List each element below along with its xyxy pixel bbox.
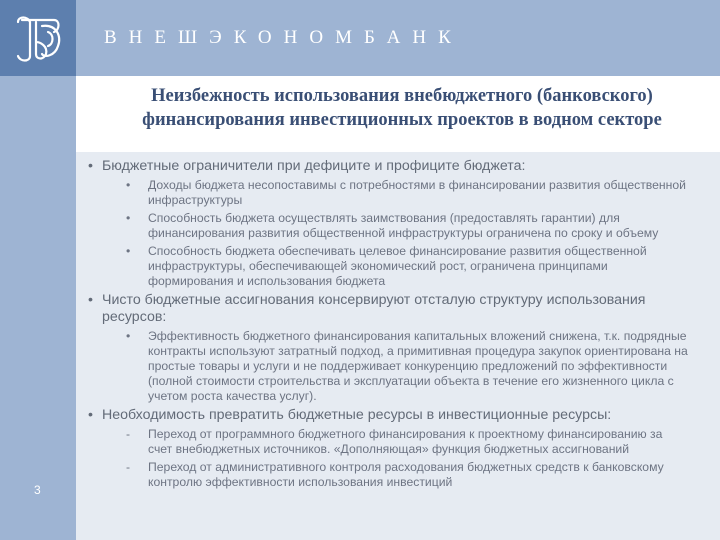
- bullet-text: Бюджетные ограничители при дефиците и профиците бюджета:: [102, 158, 526, 174]
- sub-bullet-list: [102, 329, 688, 404]
- bullet-text: Чисто бюджетные ассигнования консервируют отсталую структуру использования ресурсов:: [102, 292, 646, 325]
- logo-box: [0, 0, 76, 76]
- slide-title-line-1: Неизбежность использования внебюджетного (банковского): [151, 86, 653, 106]
- bullet-text: Необходимость превратить бюджетные ресурсы в инвестиционные ресурсы:: [102, 407, 612, 423]
- sub-bullet-dot-icon: •: [126, 244, 131, 258]
- bullet-item: [88, 158, 688, 289]
- sub-bullet-list: [102, 427, 688, 490]
- sub-bullet-text: Доходы бюджета несопоставимы с потребностями в финансировании развития общественной инфраструктуры: [148, 178, 686, 207]
- sub-bullet-dot-icon: •: [126, 178, 131, 192]
- sub-bullet-list: [102, 178, 688, 289]
- sub-bullet-dot-icon: -: [126, 427, 131, 441]
- bullet-item: [88, 407, 688, 490]
- veb-logo-icon: [8, 8, 68, 68]
- page-number: 3: [34, 483, 41, 497]
- sub-bullet-item: [102, 211, 688, 241]
- bullet-item: [88, 292, 688, 404]
- slide-title: [84, 84, 720, 132]
- sub-bullet-item: [102, 460, 688, 490]
- bullet-dot-icon: •: [88, 292, 93, 308]
- bullet-dot-icon: •: [88, 158, 93, 174]
- sub-bullet-item: [102, 178, 688, 208]
- sub-bullet-item: [102, 329, 688, 404]
- sub-bullet-text: Способность бюджета обеспечивать целевое финансирование развития общественной инфраструктуры, обеспечивающей экономический рост, ограничена принципами формирования и использования бюджета: [148, 244, 647, 288]
- sub-bullet-text: Переход от административного контроля расходования бюджетных средств к банковскому контролю эффективности использования инвестиций: [148, 460, 664, 489]
- sub-bullet-text: Эффективность бюджетного финансирования капитальных вложений снижена, т.к. подрядные контракты используют затратный подход, а примитивная процедура закупок ориентирована на простые товары и услуги и не поддерживает конкуренцию предложений по эффективности (полной стоимости строительства и эксплуатации объекта в течение его жизненного цикла с учетом роста качества услуг).: [148, 329, 688, 403]
- bullet-list: [88, 158, 688, 493]
- sub-bullet-dot-icon: •: [126, 329, 131, 343]
- left-strip: [0, 76, 76, 540]
- bank-name: ВНЕШЭКОНОМБАНК: [104, 27, 463, 48]
- sub-bullet-text: Способность бюджета осуществлять заимствования (предоставлять гарантии) для финансирования развития общественной инфраструктуры ограничена по сроку и объему: [148, 211, 659, 240]
- sub-bullet-item: [102, 427, 688, 457]
- sub-bullet-dot-icon: -: [126, 460, 131, 474]
- slide-title-line-2: финансирования инвестиционных проектов в водном секторе: [142, 110, 662, 130]
- bullet-dot-icon: •: [88, 407, 93, 423]
- sub-bullet-text: Переход от программного бюджетного финансирования к проектному финансированию за счет внебюджетных источников. «Дополняющая» функция бюджетных ассигнований: [148, 427, 663, 456]
- sub-bullet-item: [102, 244, 688, 289]
- sub-bullet-dot-icon: •: [126, 211, 131, 225]
